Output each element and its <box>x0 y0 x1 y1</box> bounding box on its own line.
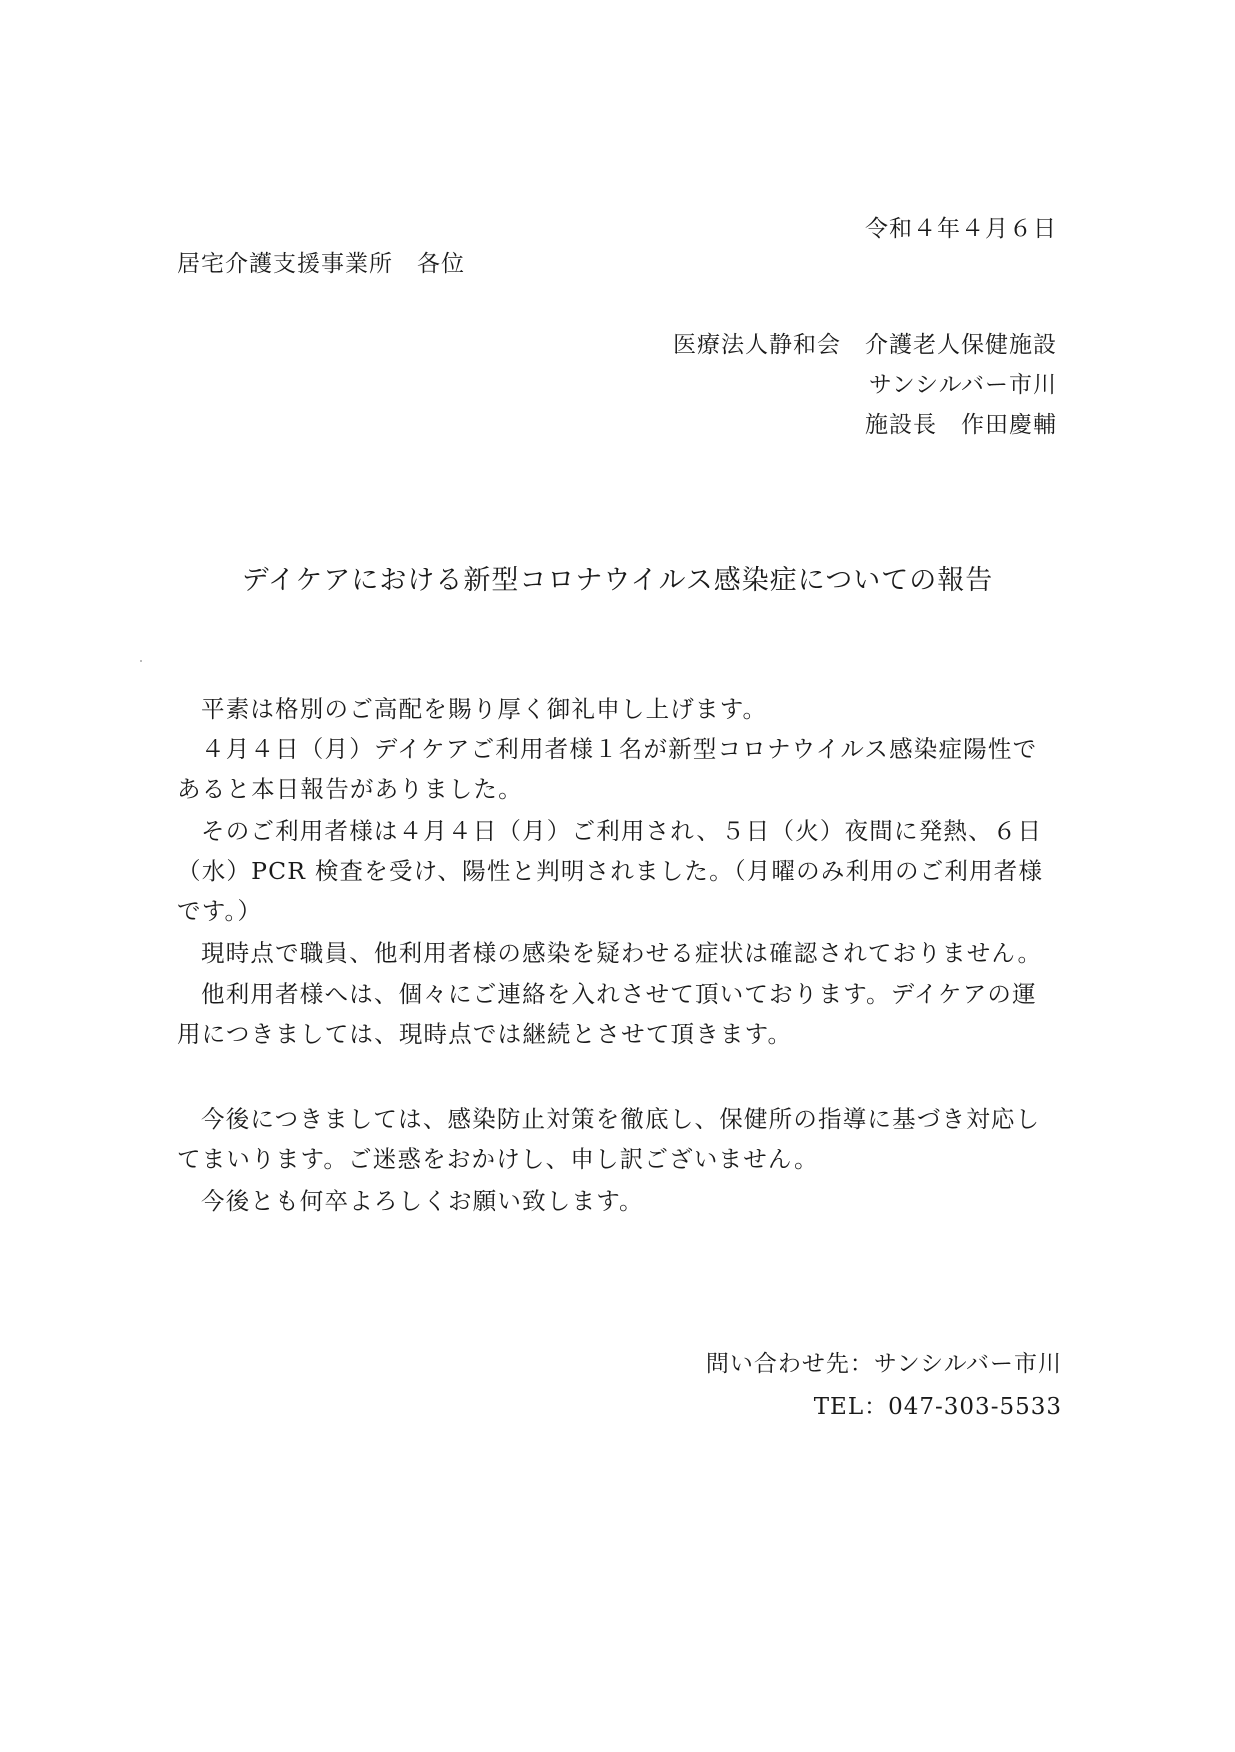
body-line: ４月４日（月）デイケアご利用者様１名が新型コロナウイルス感染症陽性で <box>201 735 1038 763</box>
body-line: 現時点で職員、他利用者様の感染を疑わせる症状は確認されておりません。 <box>201 939 1043 967</box>
body-line: 他利用者様へは、個々にご連絡を入れさせて頂いております。デイケアの運 <box>201 980 1037 1008</box>
body-line: あると本日報告がありました。 <box>177 775 523 803</box>
body-line: 平素は格別のご高配を賜り厚く御礼申し上げます。 <box>201 695 768 723</box>
scan-speck <box>140 660 142 662</box>
body-line: 今後とも何卒よろしくお願い致します。 <box>201 1187 644 1215</box>
body-line: （水）PCR 検査を受け、陽性と判明されました。（月曜のみ利用のご利用者様 <box>177 857 1044 885</box>
contact-tel: TEL：047-303-5533 <box>813 1394 1062 1420</box>
body-line: 用につきましては、現時点では継続とさせて頂きます。 <box>177 1020 793 1048</box>
body-line: そのご利用者様は４月４日（月）ご利用され、５日（火）夜間に発熱、６日 <box>201 817 1043 845</box>
body-line: 今後につきましては、感染防止対策を徹底し、保健所の指導に基づき対応し <box>201 1105 1041 1133</box>
sender-org: 医療法人静和会 介護老人保健施設 <box>673 332 1057 358</box>
body-line: です。） <box>177 897 263 925</box>
contact-label: 問い合わせ先：サンシルバー市川 <box>705 1351 1062 1377</box>
letter-date: 令和４年４月６日 <box>865 216 1057 242</box>
recipient: 居宅介護支援事業所 各位 <box>177 251 465 277</box>
sender-facility: サンシルバー市川 <box>868 372 1057 398</box>
body-line: てまいります。ご迷惑をおかけし、申し訳ございません。 <box>177 1145 819 1173</box>
sender-director: 施設長 作田慶輔 <box>865 412 1057 438</box>
document-title: デイケアにおける新型コロナウイルス感染症についての報告 <box>241 565 994 596</box>
